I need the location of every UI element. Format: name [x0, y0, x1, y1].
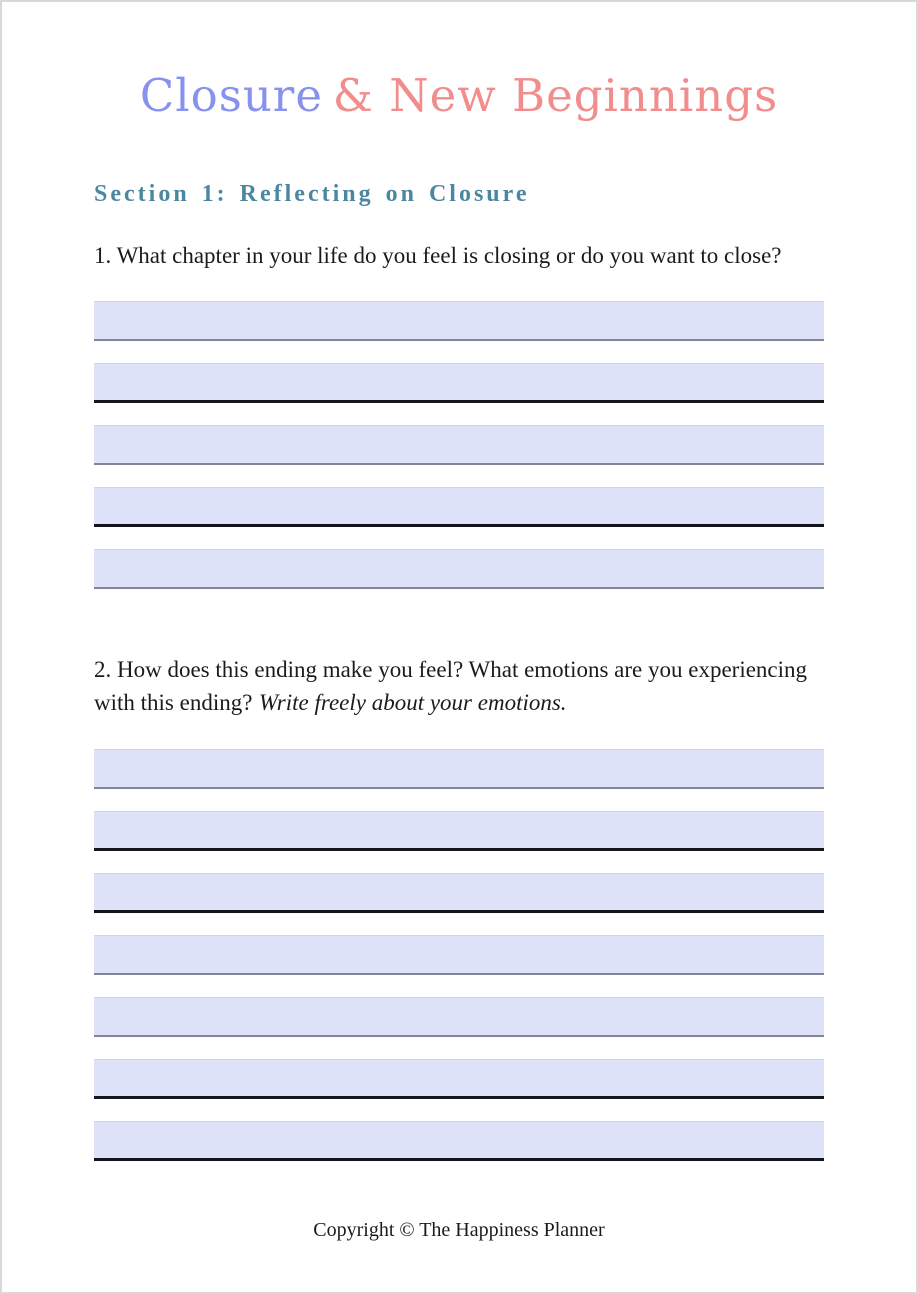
copyright-text: Copyright © The Happiness Planner: [313, 1219, 605, 1241]
answer-line[interactable]: [94, 363, 824, 403]
answer-line[interactable]: [94, 873, 824, 913]
title-part-new-beginnings: & New Beginnings: [332, 69, 779, 122]
question-1: [94, 239, 824, 589]
answer-line[interactable]: [94, 935, 824, 975]
answer-line[interactable]: [94, 1059, 824, 1099]
answer-line[interactable]: [94, 1121, 824, 1161]
question-2-text-main: 2. How does this ending make you feel? What emotions are you experiencing with this ending?: [94, 657, 808, 716]
section-heading: Section 1: Reflecting on Closure: [94, 181, 530, 208]
answer-line[interactable]: [94, 811, 824, 851]
page-title: [2, 68, 916, 124]
title-part-closure: Closure: [139, 69, 323, 122]
question-1-text: [94, 239, 824, 272]
answer-line[interactable]: [94, 425, 824, 465]
answer-line[interactable]: [94, 301, 824, 341]
question-2-text: [94, 653, 824, 719]
question-1-answer-area: [94, 301, 824, 589]
answer-line[interactable]: [94, 749, 824, 789]
answer-line[interactable]: [94, 997, 824, 1037]
question-1-text-main: 1. What chapter in your life do you feel is closing or do you want to close?: [94, 243, 782, 269]
question-2: [94, 653, 824, 1161]
question-2-answer-area: [94, 749, 824, 1161]
answer-line[interactable]: [94, 487, 824, 527]
question-2-text-italic: Write freely about your emotions.: [258, 690, 567, 716]
answer-line[interactable]: [94, 549, 824, 589]
